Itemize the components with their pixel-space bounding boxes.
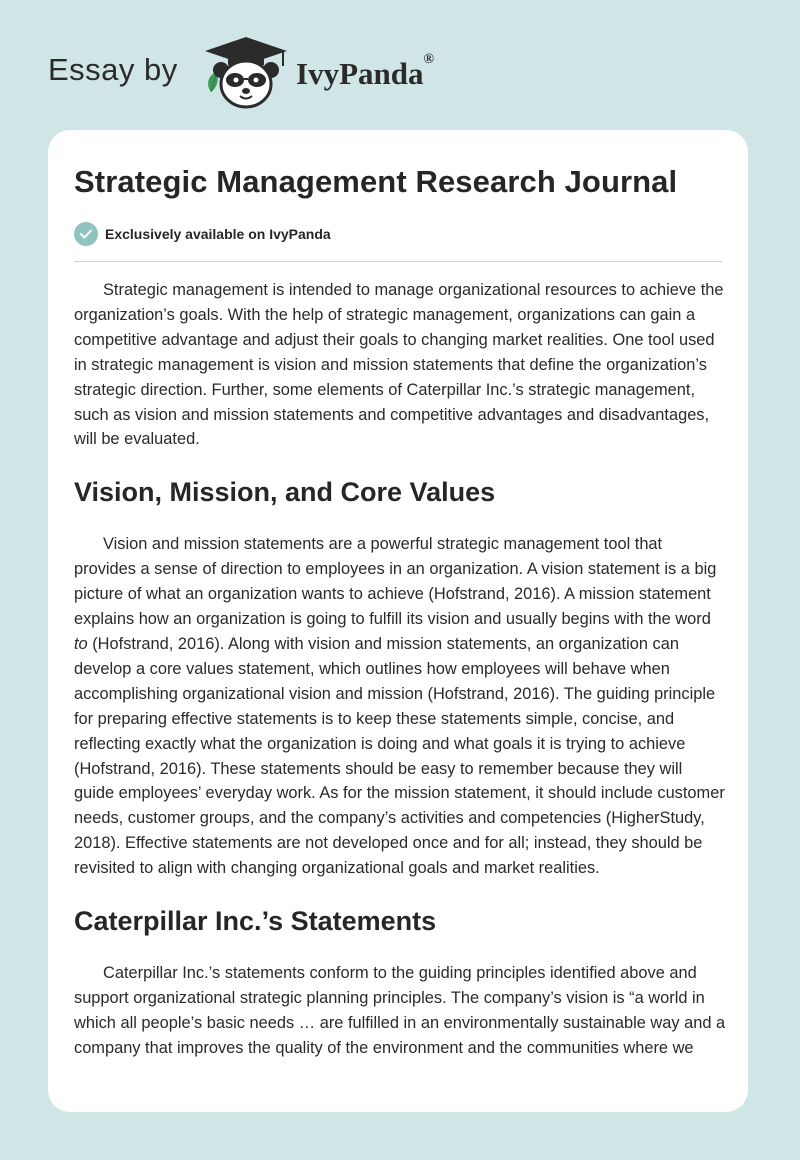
page-title: Strategic Management Research Journal	[74, 164, 678, 199]
panda-graduate-logo-icon[interactable]	[199, 34, 293, 110]
article-card	[48, 130, 748, 1112]
article-body	[74, 278, 726, 1061]
section-heading-caterpillar: Caterpillar Inc.’s Statements	[74, 906, 437, 937]
caterpillar-paragraph: Caterpillar Inc.’s statements conform to the guiding principles identified above and support organizational strategic planning principles. The company’s vision is “a world in which all people’s basic needs … are fulfilled in an environmentally sustainable way and a company that improves the quality of the environment and the communities where we	[74, 964, 726, 1057]
check-circle-icon	[74, 222, 98, 246]
section-heading-vision: Vision, Mission, and Core Values	[74, 477, 496, 508]
brand-prefix: Essay by	[48, 52, 178, 87]
exclusive-badge	[74, 222, 331, 246]
badge-text: Exclusively available on IvyPanda	[105, 226, 331, 242]
trademark-symbol: ®	[423, 52, 434, 67]
intro-paragraph: Strategic management is intended to manage organizational resources to achieve the organization’s goals. With the help of strategic management, organizations can gain a competitive advantage and adjust their goals to changing market realities. One tool used in strategic management is vision and mission statements that define the organization’s strategic direction. Further, some elements of Caterpillar Inc.’s strategic management, such as vision and mission statements and competitive advantages and disadvantages, will be evaluated.	[74, 281, 724, 449]
divider	[74, 261, 722, 262]
brand-name[interactable]: IvyPanda®	[296, 52, 434, 91]
italic-word: to	[74, 634, 88, 653]
vision-paragraph: Vision and mission statements are a powerful strategic management tool that provides a sense of direction to employees in an organization. A vision statement is a big picture of what an organization wants to achieve (Hofstrand, 2016). A mission statement explains how an organization is going to fulfill its vision and usually begins with the word to (Hofstrand, 2016). Along with vision and mission statements, an organization can develop a core values statement, which outlines how employees will behave when accomplishing organizational vision and mission (Hofstrand, 2016). The guiding principle for preparing effective statements is to keep these statements simple, concise, and reflecting exactly what the organization is doing and what goals it is trying to achieve (Hofstrand, 2016). These statements should be easy to remember because they will guide employees’ everyday work. As for the mission statement, it should include customer needs, customer groups, and the company’s activities and competencies (HigherStudy, 2018). Effective statements are not developed once and for all; instead, they should be revisited to align with changing organizational goals and market realities.	[74, 535, 725, 878]
site-header	[0, 0, 800, 130]
